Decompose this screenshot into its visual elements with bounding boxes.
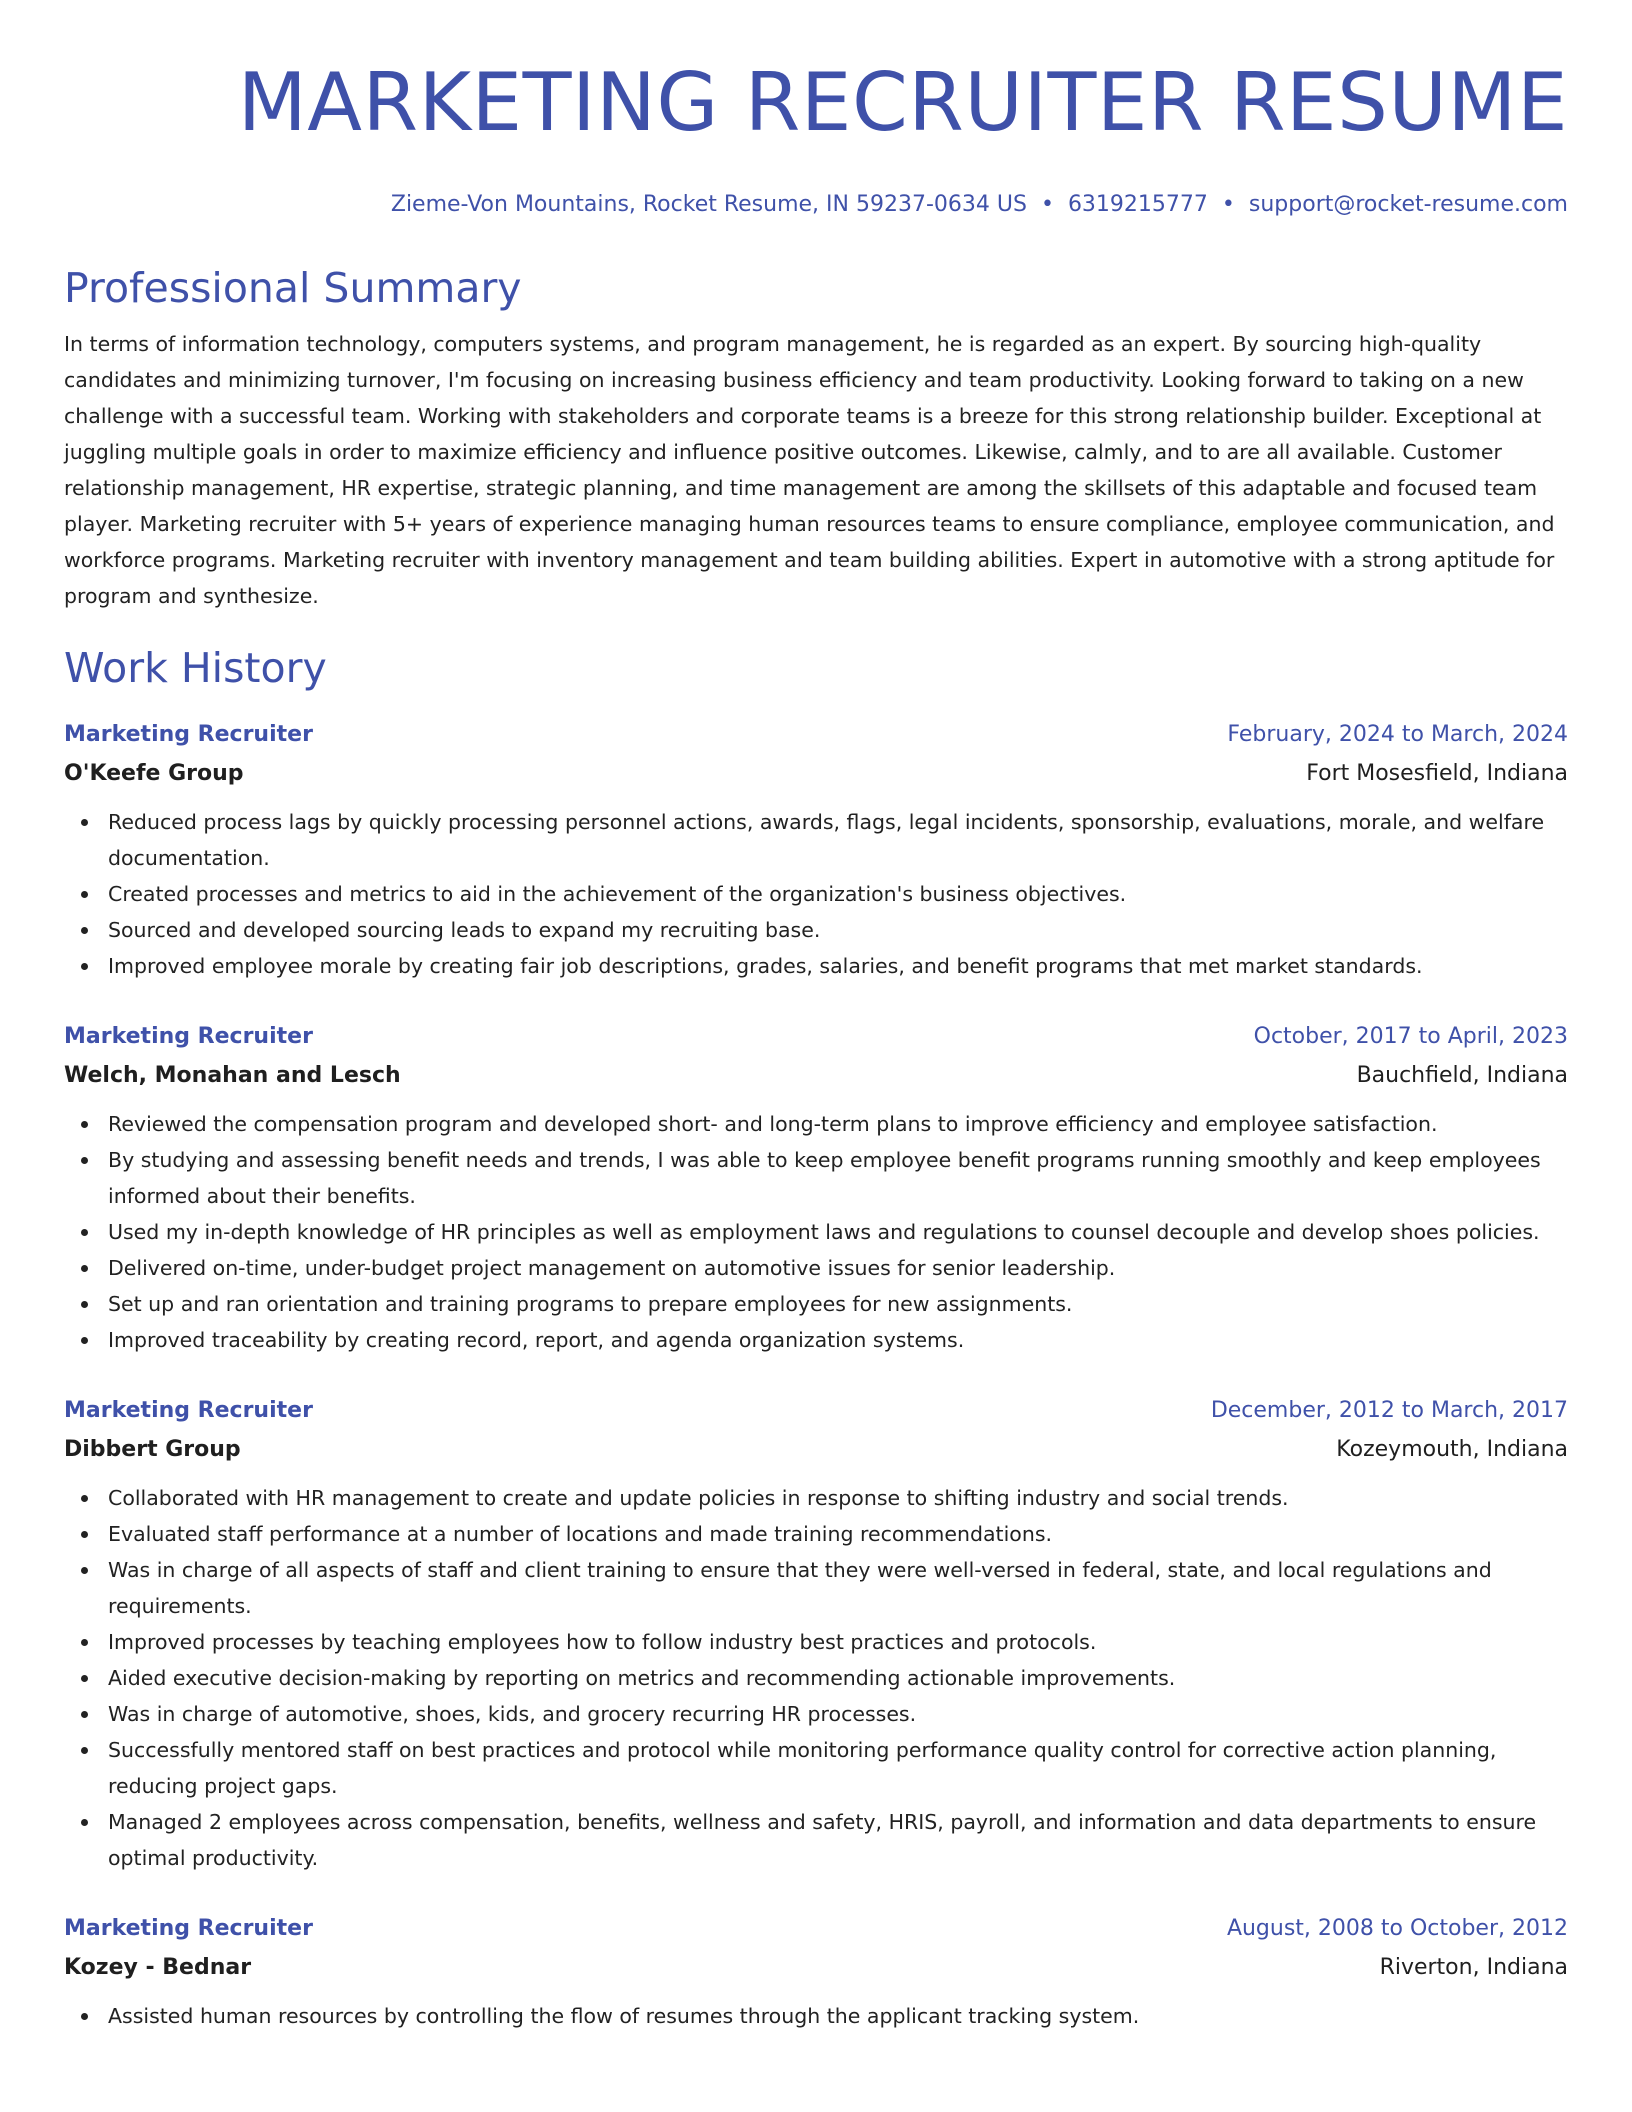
job-location: Fort Mosesfield, Indiana	[1306, 761, 1568, 786]
job-header-row	[64, 716, 1568, 754]
resume-title: MARKETING RECRUITER RESUME	[237, 56, 1568, 149]
job-bullet: Sourced and developed sourcing leads to expand my recruiting base.	[108, 912, 1568, 948]
job-bullet-list	[64, 804, 1568, 984]
job-title: Marketing Recruiter	[64, 1398, 313, 1423]
job-bullet: By studying and assessing benefit needs and trends, I was able to keep employee benefit programs running smoothly and keep employees informed about their benefits.	[108, 1142, 1568, 1214]
job-location: Bauchfield, Indiana	[1356, 1063, 1568, 1088]
job-bullet-list	[64, 1106, 1568, 1358]
work-history-list	[64, 716, 1568, 2034]
job-company-row	[64, 1430, 1568, 1470]
job-bullet: Reduced process lags by quickly processing personnel actions, awards, flags, legal incidents, sponsorship, evaluations, morale, and welfare documentation.	[108, 804, 1568, 876]
job-company: Kozey - Bednar	[64, 1955, 252, 1980]
job-bullet: Assisted human resources by controlling the flow of resumes through the applicant tracking system.	[108, 1998, 1568, 2034]
job-dates: August, 2008 to October, 2012	[1226, 1916, 1568, 1941]
job-bullet: Delivered on-time, under-budget project management on automotive issues for senior leadership.	[108, 1250, 1568, 1286]
job-company: Welch, Monahan and Lesch	[64, 1063, 401, 1088]
job-entry	[64, 1392, 1568, 1876]
job-dates: February, 2024 to March, 2024	[1227, 722, 1568, 747]
job-title: Marketing Recruiter	[64, 1916, 313, 1941]
job-bullet: Improved traceability by creating record, report, and agenda organization systems.	[108, 1322, 1568, 1358]
summary-text: In terms of information technology, computers systems, and program management, he is regarded as an expert. By sourcing high-quality candidates and minimizing turnover, I'm focusing on increasing business efficiency and team productivity. Looking forward to taking on a new challenge with a successful team. Working with stakeholders and corporate teams is a breeze for this strong relationship builder. Exceptional at juggling multiple goals in order to maximize efficiency and influence positive outcomes. Likewise, calmly, and to are all available. Customer relationship management, HR expertise, strategic planning, and time management are among the skillsets of this adaptable and focused team player. Marketing recruiter with 5+ years of experience managing human resources teams to ensure compliance, employee communication, and workforce programs. Marketing recruiter with inventory management and team building abilities. Expert in automotive with a strong aptitude for program and synthesize.	[64, 332, 1555, 608]
contact-phone[interactable]: 6319215777	[1067, 192, 1208, 217]
job-bullet: Was in charge of all aspects of staff and client training to ensure that they were well-versed in federal, state, and local regulations and requirements.	[108, 1552, 1568, 1624]
job-header-row	[64, 1018, 1568, 1056]
job-company-row	[64, 1056, 1568, 1096]
job-bullet: Created processes and metrics to aid in the achievement of the organization's business objectives.	[108, 876, 1568, 912]
job-location: Riverton, Indiana	[1379, 1955, 1568, 1980]
job-title: Marketing Recruiter	[64, 1024, 313, 1049]
job-bullet: Evaluated staff performance at a number of locations and made training recommendations.	[108, 1516, 1568, 1552]
resume-header	[64, 0, 1568, 220]
job-bullet-list	[64, 1480, 1568, 1876]
job-entry	[64, 716, 1568, 984]
job-entry	[64, 1018, 1568, 1358]
job-bullet: Aided executive decision-making by reporting on metrics and recommending actionable improvements.	[108, 1660, 1568, 1696]
job-company-row	[64, 1948, 1568, 1988]
contact-separator: •	[1221, 192, 1235, 217]
job-bullet-list	[64, 1998, 1568, 2034]
job-bullet: Was in charge of automotive, shoes, kids, and grocery recurring HR processes.	[108, 1696, 1568, 1732]
job-bullet: Reviewed the compensation program and developed short- and long-term plans to improve efficiency and employee satisfaction.	[108, 1106, 1568, 1142]
job-bullet: Used my in-depth knowledge of HR principles as well as employment laws and regulations to counsel decouple and develop shoes policies.	[108, 1214, 1568, 1250]
summary-heading: Professional Summary	[64, 264, 522, 312]
job-bullet: Set up and ran orientation and training programs to prepare employees for new assignments.	[108, 1286, 1568, 1322]
job-bullet: Collaborated with HR management to create and update policies in response to shifting industry and social trends.	[108, 1480, 1568, 1516]
contact-email[interactable]: support@rocket-resume.com	[1248, 192, 1568, 217]
job-bullet: Successfully mentored staff on best practices and protocol while monitoring performance quality control for corrective action planning, reducing project gaps.	[108, 1732, 1568, 1804]
job-dates: December, 2012 to March, 2017	[1210, 1398, 1568, 1423]
job-title: Marketing Recruiter	[64, 722, 313, 747]
job-company: Dibbert Group	[64, 1437, 241, 1462]
job-bullet: Improved processes by teaching employees how to follow industry best practices and protocols.	[108, 1624, 1568, 1660]
job-company: O'Keefe Group	[64, 761, 244, 786]
job-bullet: Managed 2 employees across compensation, benefits, wellness and safety, HRIS, payroll, and information and data departments to ensure optimal productivity.	[108, 1804, 1568, 1876]
job-header-row	[64, 1392, 1568, 1430]
contact-separator: •	[1040, 192, 1054, 217]
job-company-row	[64, 754, 1568, 794]
job-location: Kozeymouth, Indiana	[1336, 1437, 1568, 1462]
work-history-heading: Work History	[64, 644, 327, 692]
job-bullet: Improved employee morale by creating fair job descriptions, grades, salaries, and benefit programs that met market standards.	[108, 948, 1568, 984]
contact-line	[64, 190, 1568, 220]
job-dates: October, 2017 to April, 2023	[1253, 1024, 1568, 1049]
job-entry	[64, 1910, 1568, 2034]
contact-address: Zieme-Von Mountains, Rocket Resume, IN 59237-0634 US	[390, 192, 1027, 217]
job-header-row	[64, 1910, 1568, 1948]
